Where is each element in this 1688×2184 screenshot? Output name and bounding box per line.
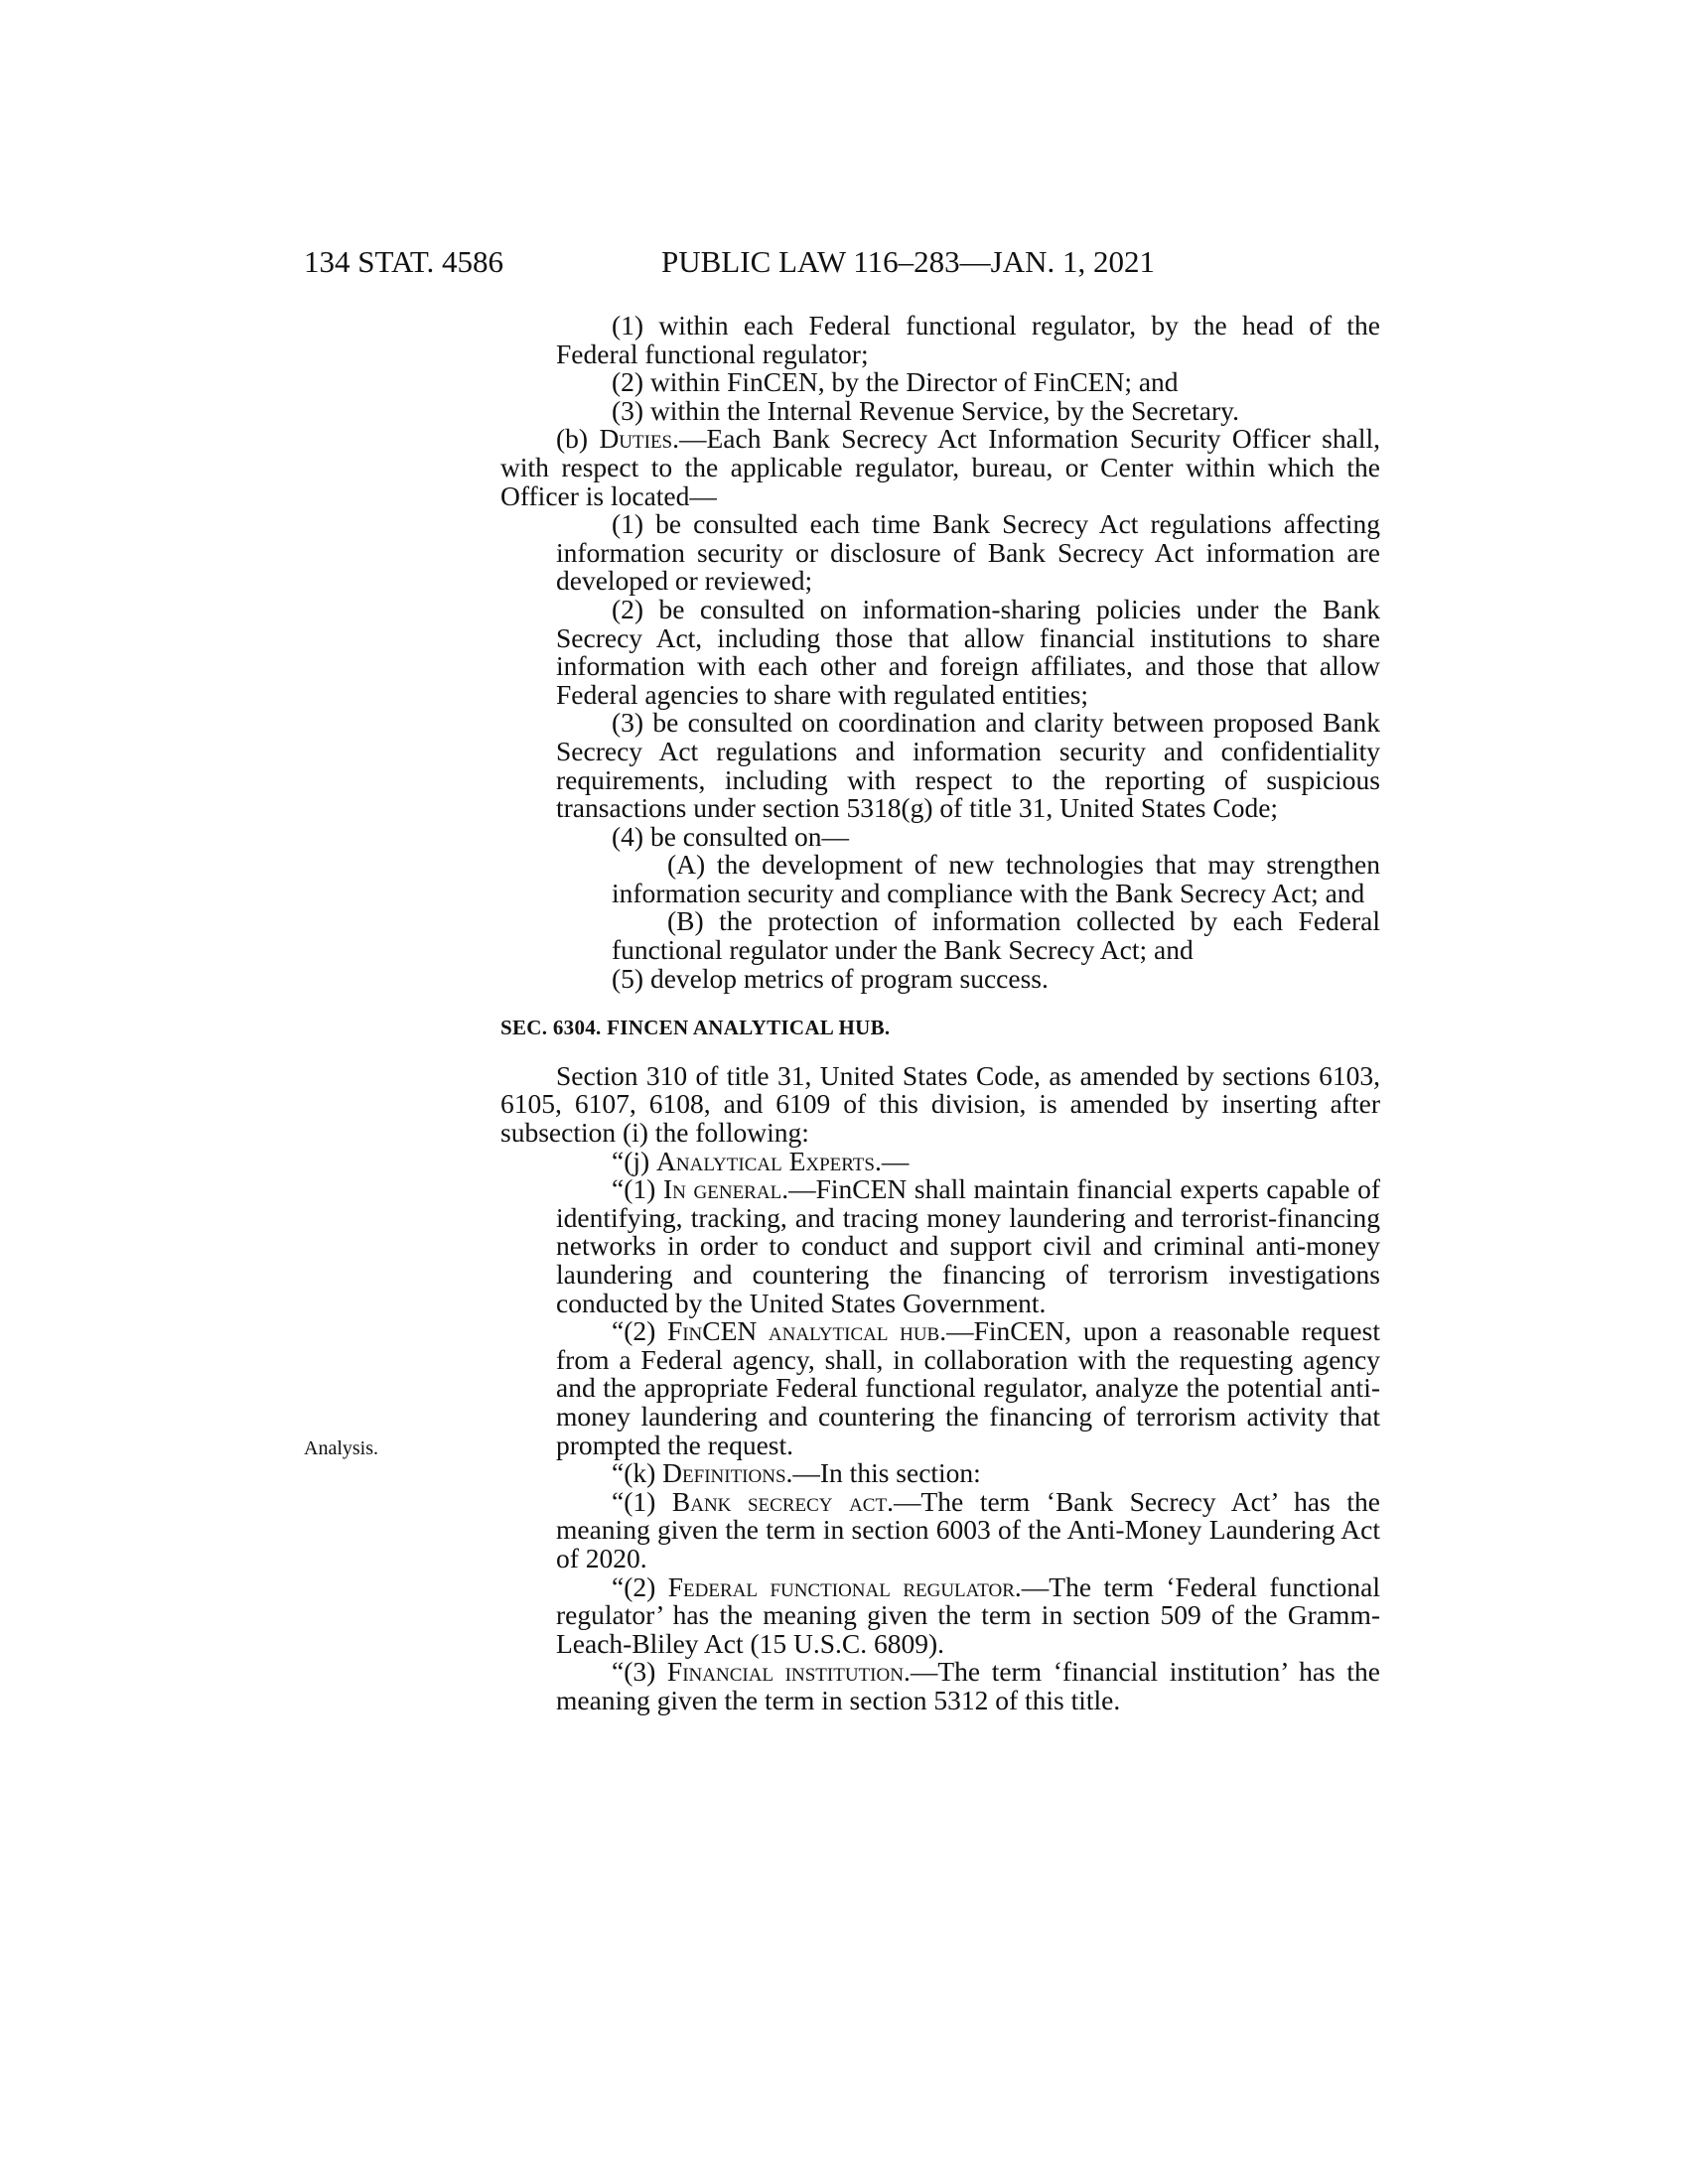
paragraph-b4b: (B) the protection of information collected by each Federal functional regulator under the Bank Secrecy Act; and xyxy=(612,905,1380,966)
paragraph-label: “(1) xyxy=(612,1173,663,1205)
paragraph-b xyxy=(500,425,1380,510)
paragraph-heading: Financial institution xyxy=(666,1656,904,1688)
subsection-label: “(k) xyxy=(612,1457,663,1489)
subsection-label: (b) xyxy=(556,423,600,455)
paragraph-b1: (1) be consulted each time Bank Secrecy Act regulations affecting information security or disclosure of Bank Secrecy Act information are developed or reviewed; xyxy=(556,508,1380,597)
paragraph-text: .—The term ‘Federal functional regulator’ has the meaning given the term in section 509 of the Gramm-Leach-Bliley Act (15 U.S.C. 6809). xyxy=(556,1570,1380,1659)
paragraph-a3: (3) within the Internal Revenue Service, by the Secretary. xyxy=(612,394,1240,426)
paragraph-k3 xyxy=(500,1658,1380,1714)
paragraph-heading: Bank secrecy act xyxy=(671,1485,888,1517)
paragraph-label: “(1) xyxy=(612,1485,672,1517)
paragraph-b4: (4) be consulted on— xyxy=(612,820,850,852)
paragraph-b5: (5) develop metrics of program success. xyxy=(612,962,1049,994)
document-body xyxy=(500,312,1380,1715)
public-law-title: PUBLIC LAW 116–283—JAN. 1, 2021 xyxy=(661,244,1155,279)
subsection-text: .—Each Bank Secrecy Act Information Security Officer shall, with respect to the applicable regulator, bureau, or Center within which the Officer is located— xyxy=(500,423,1380,511)
statute-page-number: 134 STAT. 4586 xyxy=(304,244,504,279)
subsection-text: .—In this section: xyxy=(785,1457,981,1489)
paragraph-text: .—FinCEN, upon a reasonable request from a Federal agency, shall, in collaboration with the requesting agency and the appropriate Federal functional regulator, analyze the potential anti-money laundering and countering the financing of terrorism activity that prompted the request. xyxy=(556,1315,1380,1460)
paragraph-heading: In general xyxy=(662,1173,782,1205)
paragraph-k xyxy=(500,1459,1380,1488)
paragraph-j1 xyxy=(500,1175,1380,1317)
paragraph-label: “(3) xyxy=(612,1656,667,1688)
paragraph-b2: (2) be consulted on information-sharing policies under the Bank Secrecy Act, including those that allow financial institutions to share information with each other and foreign affiliates, and those that allow Federal agencies to share with regulated entities; xyxy=(556,593,1380,710)
subsection-heading: Definitions xyxy=(662,1457,786,1489)
subsection-heading: Analytical Experts xyxy=(656,1145,875,1176)
subsection-heading: Duties xyxy=(599,423,673,455)
paragraph-heading: Federal functional regulator xyxy=(667,1570,1015,1602)
paragraph-text: .—The term ‘financial institution’ has the meaning given the term in section 5312 of this title. xyxy=(556,1656,1380,1715)
page-header xyxy=(304,244,1390,288)
paragraph-label: “(2) xyxy=(612,1315,667,1347)
margin-note-analysis: Analysis. xyxy=(304,1437,378,1459)
paragraph-b4a: (A) the development of new technologies that may strengthen information security and compliance with the Bank Secrecy Act; and xyxy=(612,849,1380,908)
paragraph-a1: (1) within each Federal functional regulator, by the head of the Federal functional regulator; xyxy=(556,310,1380,369)
paragraph-j xyxy=(500,1145,1380,1176)
section-intro: Section 310 of title 31, United States Code, as amended by sections 6103, 6105, 6107, 6108, and 6109 of this division, is amended by inserting after subsection (i) the following: xyxy=(500,1059,1380,1149)
paragraph-label: “(2) xyxy=(612,1570,668,1602)
paragraph-a2: (2) within FinCEN, by the Director of FinCEN; and xyxy=(612,366,1179,398)
paragraph-k1 xyxy=(500,1485,1380,1573)
paragraph-text: .—FinCEN shall maintain financial experts capable of identifying, tracking, and tracing money laundering and terrorist-financing networks in order to conduct and support civil and criminal anti-money laundering and countering the financing of terrorism investigations conducted by the United States Government. xyxy=(556,1173,1380,1318)
paragraph-text: .—The term ‘Bank Secrecy Act’ has the meaning given the term in section 6003 of the Anti-Money Laundering Act of 2020. xyxy=(556,1485,1380,1573)
paragraph-j2 xyxy=(500,1317,1380,1459)
paragraph-heading: FinCEN analytical hub xyxy=(666,1315,940,1347)
paragraph-b3: (3) be consulted on coordination and clarity between proposed Bank Secrecy Act regulations and information security and confidentiality requirements, including with respect to the reporting of suspicious transactions under section 5318(g) of title 31, United States Code; xyxy=(556,707,1380,824)
paragraph-k2 xyxy=(500,1570,1380,1659)
section-heading: SEC. 6304. FINCEN ANALYTICAL HUB. xyxy=(500,1016,891,1040)
subsection-label: “(j) xyxy=(612,1145,657,1176)
subsection-text: .— xyxy=(874,1145,910,1176)
